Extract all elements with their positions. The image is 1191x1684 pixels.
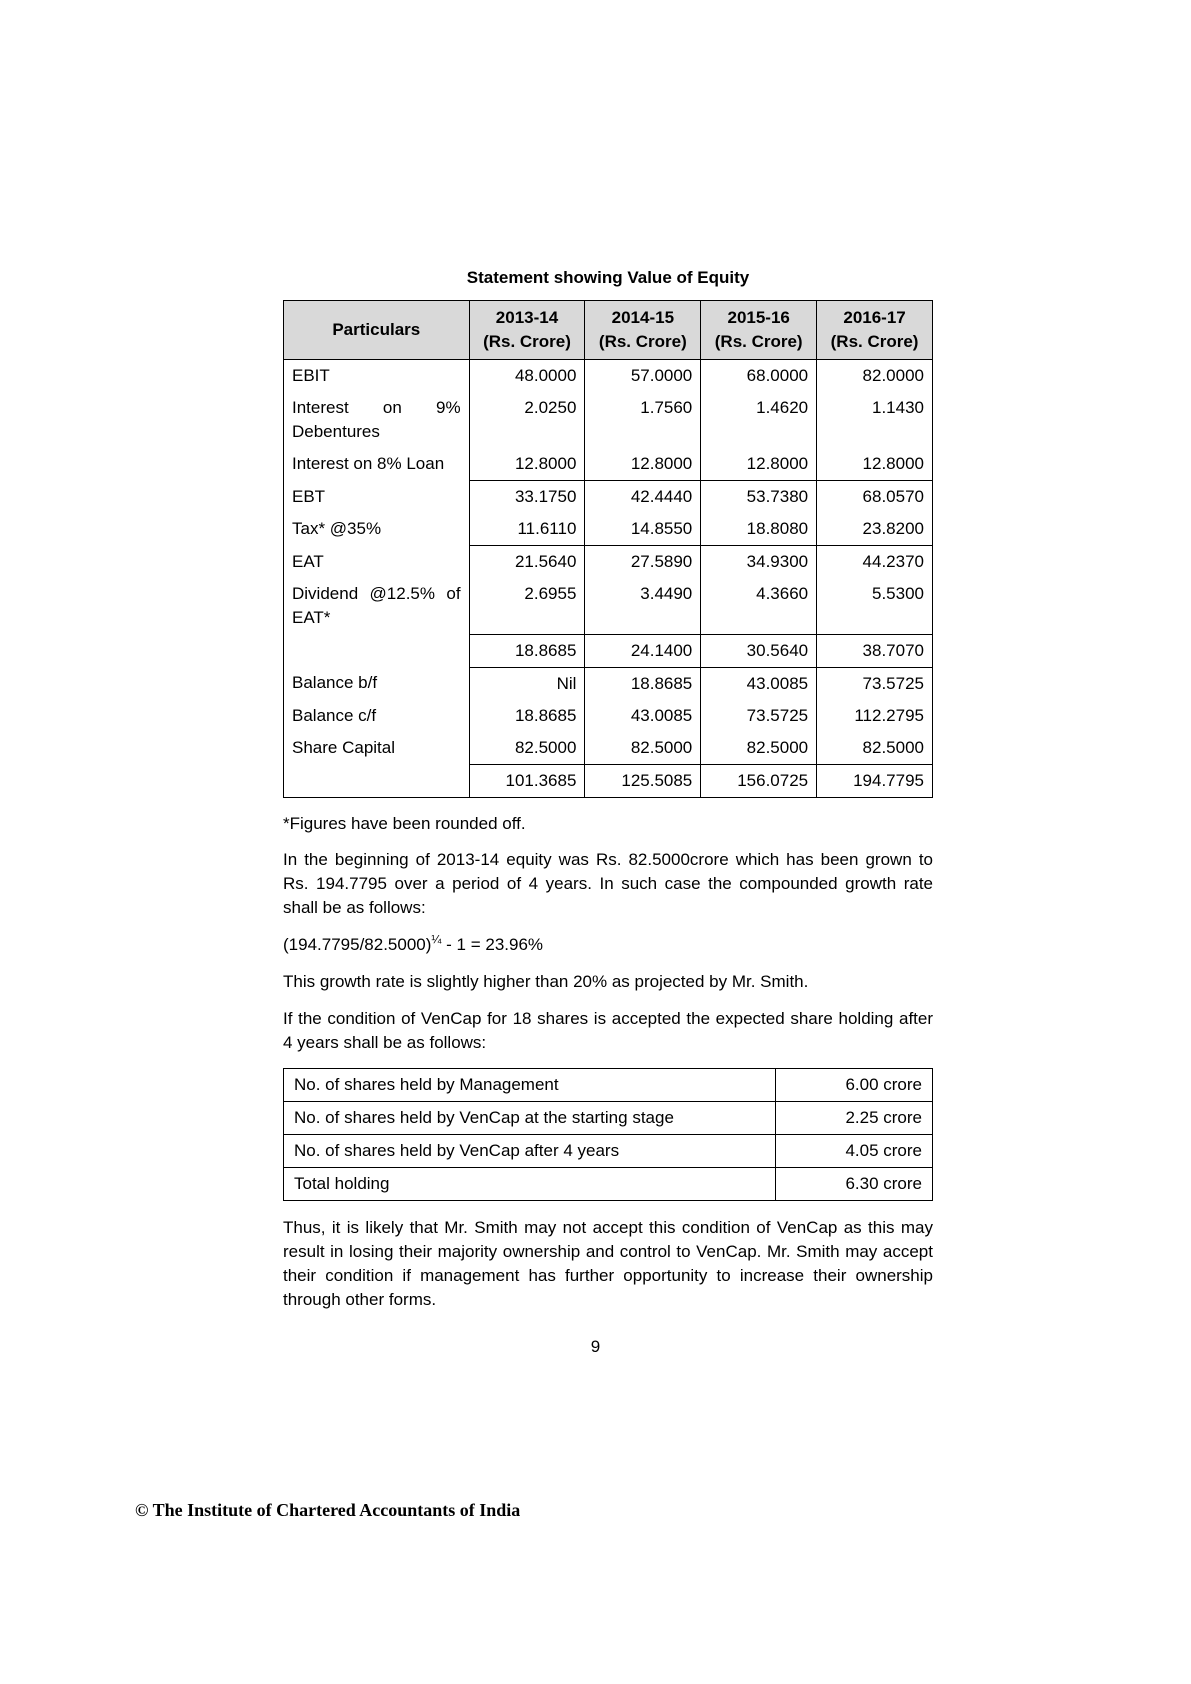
row-label: Interest on 9% Debentures (284, 392, 470, 448)
row-value: 18.8080 (701, 513, 817, 546)
row-value: 82.0000 (817, 360, 933, 393)
header-line: (Rs. Crore) (714, 332, 803, 351)
table-row (284, 732, 933, 765)
header-line: (Rs. Crore) (598, 332, 687, 351)
row-value: 6.30 crore (776, 1167, 933, 1200)
table-row (284, 546, 933, 579)
row-value: 27.5890 (585, 546, 701, 579)
row-value: 4.05 crore (776, 1134, 933, 1167)
header-line: (Rs. Crore) (483, 332, 571, 351)
col-header-particulars (284, 301, 470, 360)
row-value: 2.0250 (469, 392, 585, 448)
header-line: Particulars (332, 320, 421, 339)
row-label: Tax* @35% (284, 513, 470, 546)
share-holding-table (283, 1068, 933, 1201)
row-label: EBIT (284, 360, 470, 393)
row-value: 2.25 crore (776, 1101, 933, 1134)
table-row (284, 1068, 933, 1101)
row-value: 6.00 crore (776, 1068, 933, 1101)
equity-statement-table (283, 300, 933, 798)
row-value: 82.5000 (817, 732, 933, 765)
row-value: 43.0085 (701, 667, 817, 700)
row-value: 24.1400 (585, 634, 701, 667)
row-value: 12.8000 (817, 448, 933, 481)
table-row (284, 764, 933, 797)
row-label: Balance b/f (284, 667, 470, 700)
row-value: 30.5640 (701, 634, 817, 667)
row-value: 73.5725 (701, 700, 817, 732)
row-value: 125.5085 (585, 764, 701, 797)
row-label: No. of shares held by VenCap after 4 years (284, 1134, 776, 1167)
table-row (284, 1134, 933, 1167)
rounding-note: *Figures have been rounded off. (283, 813, 526, 833)
row-value: 68.0570 (817, 481, 933, 514)
row-value: 1.4620 (701, 392, 817, 448)
page-number: 9 (590, 1337, 601, 1356)
table-row (284, 578, 933, 634)
row-value: 2.6955 (469, 578, 585, 634)
row-label: No. of shares held by Management (284, 1068, 776, 1101)
table-row (284, 1167, 933, 1200)
formula-exponent: ¼ (431, 931, 442, 946)
header-line: 2014-15 (611, 308, 675, 327)
row-value: 42.4440 (585, 481, 701, 514)
row-value: 48.0000 (469, 360, 585, 393)
row-value: 4.3660 (701, 578, 817, 634)
row-value: 14.8550 (585, 513, 701, 546)
table-row (284, 513, 933, 546)
header-line: 2013-14 (495, 308, 559, 327)
row-value: 5.5300 (817, 578, 933, 634)
table-row (284, 481, 933, 514)
row-value: 18.8685 (469, 634, 585, 667)
header-line: (Rs. Crore) (830, 332, 919, 351)
table-row (284, 700, 933, 732)
row-value: 1.7560 (585, 392, 701, 448)
table-row (284, 1101, 933, 1134)
row-label: EBT (284, 481, 470, 514)
vencap-paragraph: If the condition of VenCap for 18 shares is accepted the expected share holding after 4 years shall be as follows: (283, 1008, 933, 1052)
row-value: 18.8685 (469, 700, 585, 732)
row-value: 12.8000 (585, 448, 701, 481)
page-content (283, 266, 933, 1325)
row-value: 18.8685 (585, 667, 701, 700)
row-value: 82.5000 (701, 732, 817, 765)
row-label: Total holding (284, 1167, 776, 1200)
table-row (284, 634, 933, 667)
table-header-row (284, 301, 933, 360)
header-line: 2015-16 (727, 308, 790, 327)
row-value: 43.0085 (585, 700, 701, 732)
table-row (284, 448, 933, 481)
col-header-2016-17 (817, 301, 933, 360)
growth-formula (283, 933, 933, 957)
growth-paragraph: In the beginning of 2013-14 equity was Rs. 82.5000crore which has been grown to Rs. 194.7795 over a period of 4 years. In such case the compounded growth rate shall be as follows: (283, 849, 933, 917)
row-value: 3.4490 (585, 578, 701, 634)
row-label: No. of shares held by VenCap at the starting stage (284, 1101, 776, 1134)
row-value: 1.1430 (817, 392, 933, 448)
conclusion-paragraph: Thus, it is likely that Mr. Smith may not accept this condition of VenCap as this may result in losing their majority ownership and control to VenCap. Mr. Smith may accept their condition if management has further opportunity to increase their ownership through other forms. (283, 1217, 933, 1309)
row-value: 156.0725 (701, 764, 817, 797)
table-row (284, 392, 933, 448)
row-label (284, 634, 470, 667)
copyright-footer: © The Institute of Chartered Accountants of India (135, 1500, 521, 1520)
row-value: 73.5725 (817, 667, 933, 700)
col-header-2014-15 (585, 301, 701, 360)
formula-base: (194.7795/82.5000) (283, 934, 432, 954)
row-value: 57.0000 (585, 360, 701, 393)
col-header-2015-16 (701, 301, 817, 360)
row-value: 194.7795 (817, 764, 933, 797)
row-value: Nil (469, 667, 585, 700)
table-title: Statement showing Value of Equity (466, 268, 750, 287)
row-value: 12.8000 (701, 448, 817, 481)
row-value: 12.8000 (469, 448, 585, 481)
row-label: Interest on 8% Loan (284, 448, 470, 481)
formula-result: - 1 = 23.96% (441, 934, 544, 954)
row-value: 21.5640 (469, 546, 585, 579)
row-value: 53.7380 (701, 481, 817, 514)
table-row (284, 667, 933, 700)
row-value: 34.9300 (701, 546, 817, 579)
row-label: EAT (284, 546, 470, 579)
row-label (284, 764, 470, 797)
header-line: 2016-17 (843, 308, 906, 327)
row-value: 23.8200 (817, 513, 933, 546)
row-value: 101.3685 (469, 764, 585, 797)
row-value: 11.6110 (469, 513, 585, 546)
row-value: 82.5000 (585, 732, 701, 765)
growth-comment: This growth rate is slightly higher than 20% as projected by Mr. Smith. (283, 971, 809, 991)
row-label: Balance c/f (284, 700, 470, 732)
row-value: 33.1750 (469, 481, 585, 514)
row-value: 68.0000 (701, 360, 817, 393)
row-value: 82.5000 (469, 732, 585, 765)
row-value: 44.2370 (817, 546, 933, 579)
row-label: Share Capital (284, 732, 470, 765)
col-header-2013-14 (469, 301, 585, 360)
table-row (284, 360, 933, 393)
row-label: Dividend @12.5% of EAT* (284, 578, 470, 634)
row-value: 38.7070 (817, 634, 933, 667)
row-value: 112.2795 (817, 700, 933, 732)
